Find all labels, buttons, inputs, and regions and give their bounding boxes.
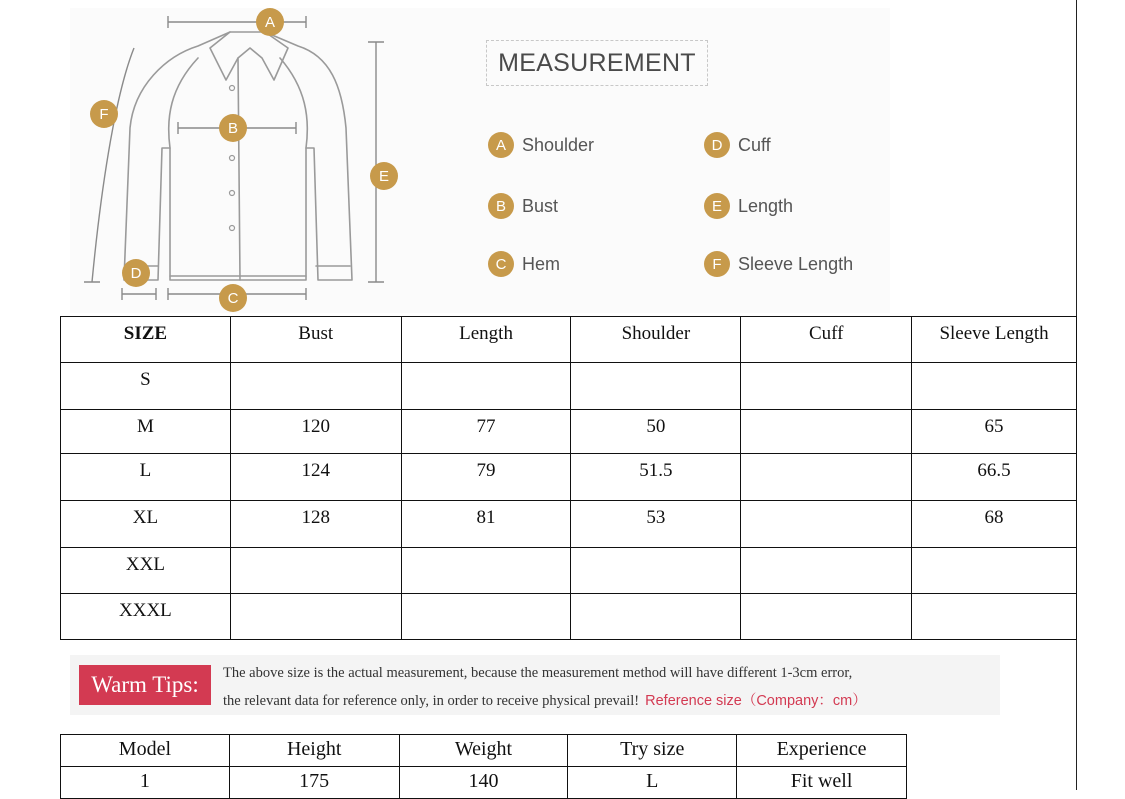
table-cell: 128	[230, 501, 401, 548]
legend-item-shoulder	[488, 132, 594, 158]
table-header-row	[61, 317, 1077, 363]
table-cell	[571, 594, 741, 640]
legend-label: Sleeve Length	[738, 253, 854, 274]
table-cell	[571, 363, 741, 410]
table-cell	[741, 410, 912, 454]
tips-text-line2	[223, 689, 867, 710]
measurement-title: MEASUREMENT	[486, 40, 708, 86]
table-cell: 175	[229, 767, 399, 799]
table-cell: 79	[401, 454, 571, 501]
shirt-illustration	[70, 8, 490, 313]
header-cell-shoulder: Shoulder	[571, 317, 741, 363]
size-chart-table	[60, 316, 1077, 640]
legend-item-cuff	[704, 132, 771, 158]
legend-item-hem	[488, 251, 560, 277]
table-cell	[230, 363, 401, 410]
warm-tips-badge: Warm Tips:	[79, 665, 211, 705]
table-cell: 66.5	[912, 454, 1077, 501]
table-cell: 81	[401, 501, 571, 548]
header-cell-experience: Experience	[737, 735, 907, 767]
header-cell-cuff: Cuff	[741, 317, 912, 363]
table-cell: 65	[912, 410, 1077, 454]
table-cell	[401, 548, 571, 594]
model-info-table	[60, 734, 907, 799]
table-row	[61, 501, 1077, 548]
table-cell: Fit well	[737, 767, 907, 799]
letter-a-badge: A	[488, 132, 514, 158]
table-row	[61, 594, 1077, 640]
table-cell	[912, 548, 1077, 594]
tips-text-line1: The above size is the actual measurement, because the measurement method will have different 1-3cm error,	[223, 665, 853, 681]
table-cell	[912, 594, 1077, 640]
table-cell	[401, 363, 571, 410]
table-cell: XXXL	[61, 594, 231, 640]
letter-f-badge: F	[704, 251, 730, 277]
legend-label: Bust	[522, 195, 559, 216]
table-cell: XXL	[61, 548, 231, 594]
table-cell	[741, 594, 912, 640]
table-cell: L	[61, 454, 231, 501]
table-cell	[741, 454, 912, 501]
table-cell	[741, 548, 912, 594]
table-cell	[230, 594, 401, 640]
header-cell-try-size: Try size	[568, 735, 737, 767]
table-cell: M	[61, 410, 231, 454]
reference-size-note: Reference size（Company：cm）	[645, 693, 867, 709]
table-cell: 124	[230, 454, 401, 501]
table-cell: 68	[912, 501, 1077, 548]
header-cell-model: Model	[61, 735, 230, 767]
svg-text:C: C	[227, 290, 239, 307]
header-cell-weight: Weight	[399, 735, 568, 767]
table-header-row	[61, 735, 907, 767]
legend-label: Cuff	[738, 134, 771, 155]
table-cell: L	[568, 767, 737, 799]
header-cell-bust: Bust	[230, 317, 401, 363]
table-cell: S	[61, 363, 231, 410]
table-cell	[741, 363, 912, 410]
table-cell	[230, 548, 401, 594]
table-cell	[401, 594, 571, 640]
table-row	[61, 767, 907, 799]
legend-label: Shoulder	[522, 134, 595, 155]
legend-label: Hem	[522, 253, 561, 274]
table-cell	[571, 548, 741, 594]
table-cell	[741, 501, 912, 548]
header-cell-size: SIZE	[61, 317, 231, 363]
table-cell: 1	[61, 767, 230, 799]
table-cell: 140	[399, 767, 568, 799]
table-cell: 51.5	[571, 454, 741, 501]
table-row	[61, 363, 1077, 410]
legend-item-bust	[488, 193, 558, 219]
svg-text:E: E	[378, 168, 390, 185]
table-row	[61, 548, 1077, 594]
svg-text:A: A	[264, 14, 276, 31]
table-cell: 77	[401, 410, 571, 454]
header-cell-length: Length	[401, 317, 571, 363]
legend-item-length	[704, 193, 793, 219]
table-cell: 53	[571, 501, 741, 548]
table-cell: XL	[61, 501, 231, 548]
table-cell: 120	[230, 410, 401, 454]
letter-e-badge: E	[704, 193, 730, 219]
legend-label: Length	[738, 195, 794, 216]
letter-d-badge: D	[704, 132, 730, 158]
letter-c-badge: C	[488, 251, 514, 277]
table-row	[61, 454, 1077, 501]
letter-b-badge: B	[488, 193, 514, 219]
table-cell: 50	[571, 410, 741, 454]
legend-item-sleeve-length	[704, 251, 853, 277]
svg-text:F: F	[99, 106, 109, 123]
header-cell-sleeve-length: Sleeve Length	[912, 317, 1077, 363]
table-cell	[912, 363, 1077, 410]
table-row	[61, 410, 1077, 454]
svg-text:D: D	[130, 265, 142, 282]
header-cell-height: Height	[229, 735, 399, 767]
svg-text:B: B	[227, 120, 239, 137]
tips-text-line2-body: the relevant data for reference only, in order to receive physical prevail!	[223, 693, 640, 709]
